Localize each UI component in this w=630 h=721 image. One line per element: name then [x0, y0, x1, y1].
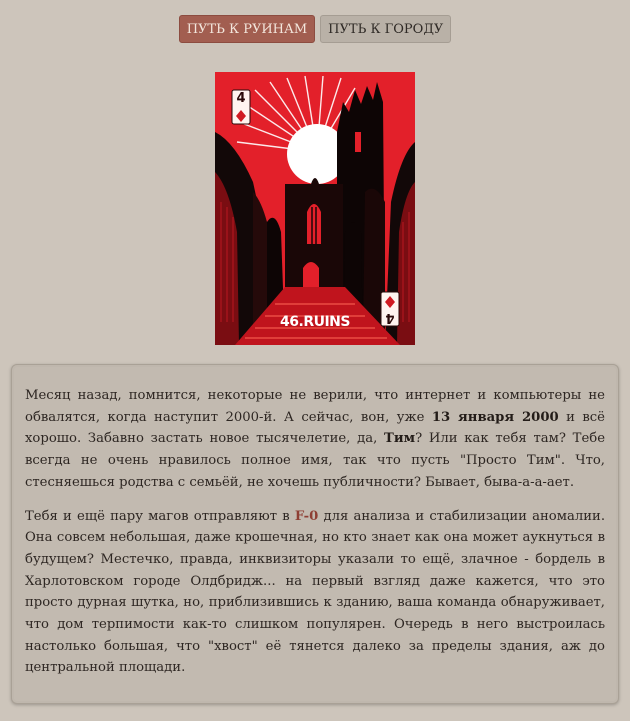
choice-bar: [0, 15, 630, 43]
path-to-ruins-button[interactable]: ПУТЬ К РУИНАМ: [179, 15, 315, 43]
ruins-card-image: [215, 72, 415, 345]
story-paragraph-2: Тебя и ещё пару магов отправляют в F-0 для анализа и стабилизации аномалии. Она совсем небольшая, даже крошечная, но кто знает как она может аукнуться в будущем? Местечко, правда, инквизиторы указали то ещё, злачное - бордель в Харлотовском городе Олдбридж... на первый взгляд даже кажется, что это просто дурная шутка, но, приблизившись к зданию, ваша команда обнаруживает, что дом терпимости как-то слишком популярен. Очередь в него выстроилась настолько большая, что "хвост" её тянется далеко за пределы здания, аж до центральной площади.: [25, 508, 606, 676]
card-caption: 46.RUINS: [280, 314, 350, 330]
story-date: 13 января 2000: [431, 409, 559, 425]
story-paragraph-1: Месяц назад, помнится, некоторые не верили, что интернет и компьютеры не обвалятся, когда наступит 2000-й. А сейчас, вон, уже 13 января 2000 и всё хорошо. Забавно застать новое тысячелетие, да, Тим? Или как тебя там? Тебе всегда не очень нравилось полное имя, так что пусть "Просто Тим". Что, стесняешься родства с семьёй, не хочешь публичности? Бывает, быва-а-а-ает.: [25, 388, 606, 490]
story-panel: [11, 364, 619, 704]
card-rank-bottom: 4: [385, 310, 395, 325]
card-rank-top: 4: [236, 91, 246, 106]
path-to-city-button[interactable]: ПУТЬ К ГОРОДУ: [320, 15, 451, 43]
character-name: Тим: [384, 431, 416, 447]
anomaly-code-link[interactable]: F-0: [294, 508, 319, 524]
